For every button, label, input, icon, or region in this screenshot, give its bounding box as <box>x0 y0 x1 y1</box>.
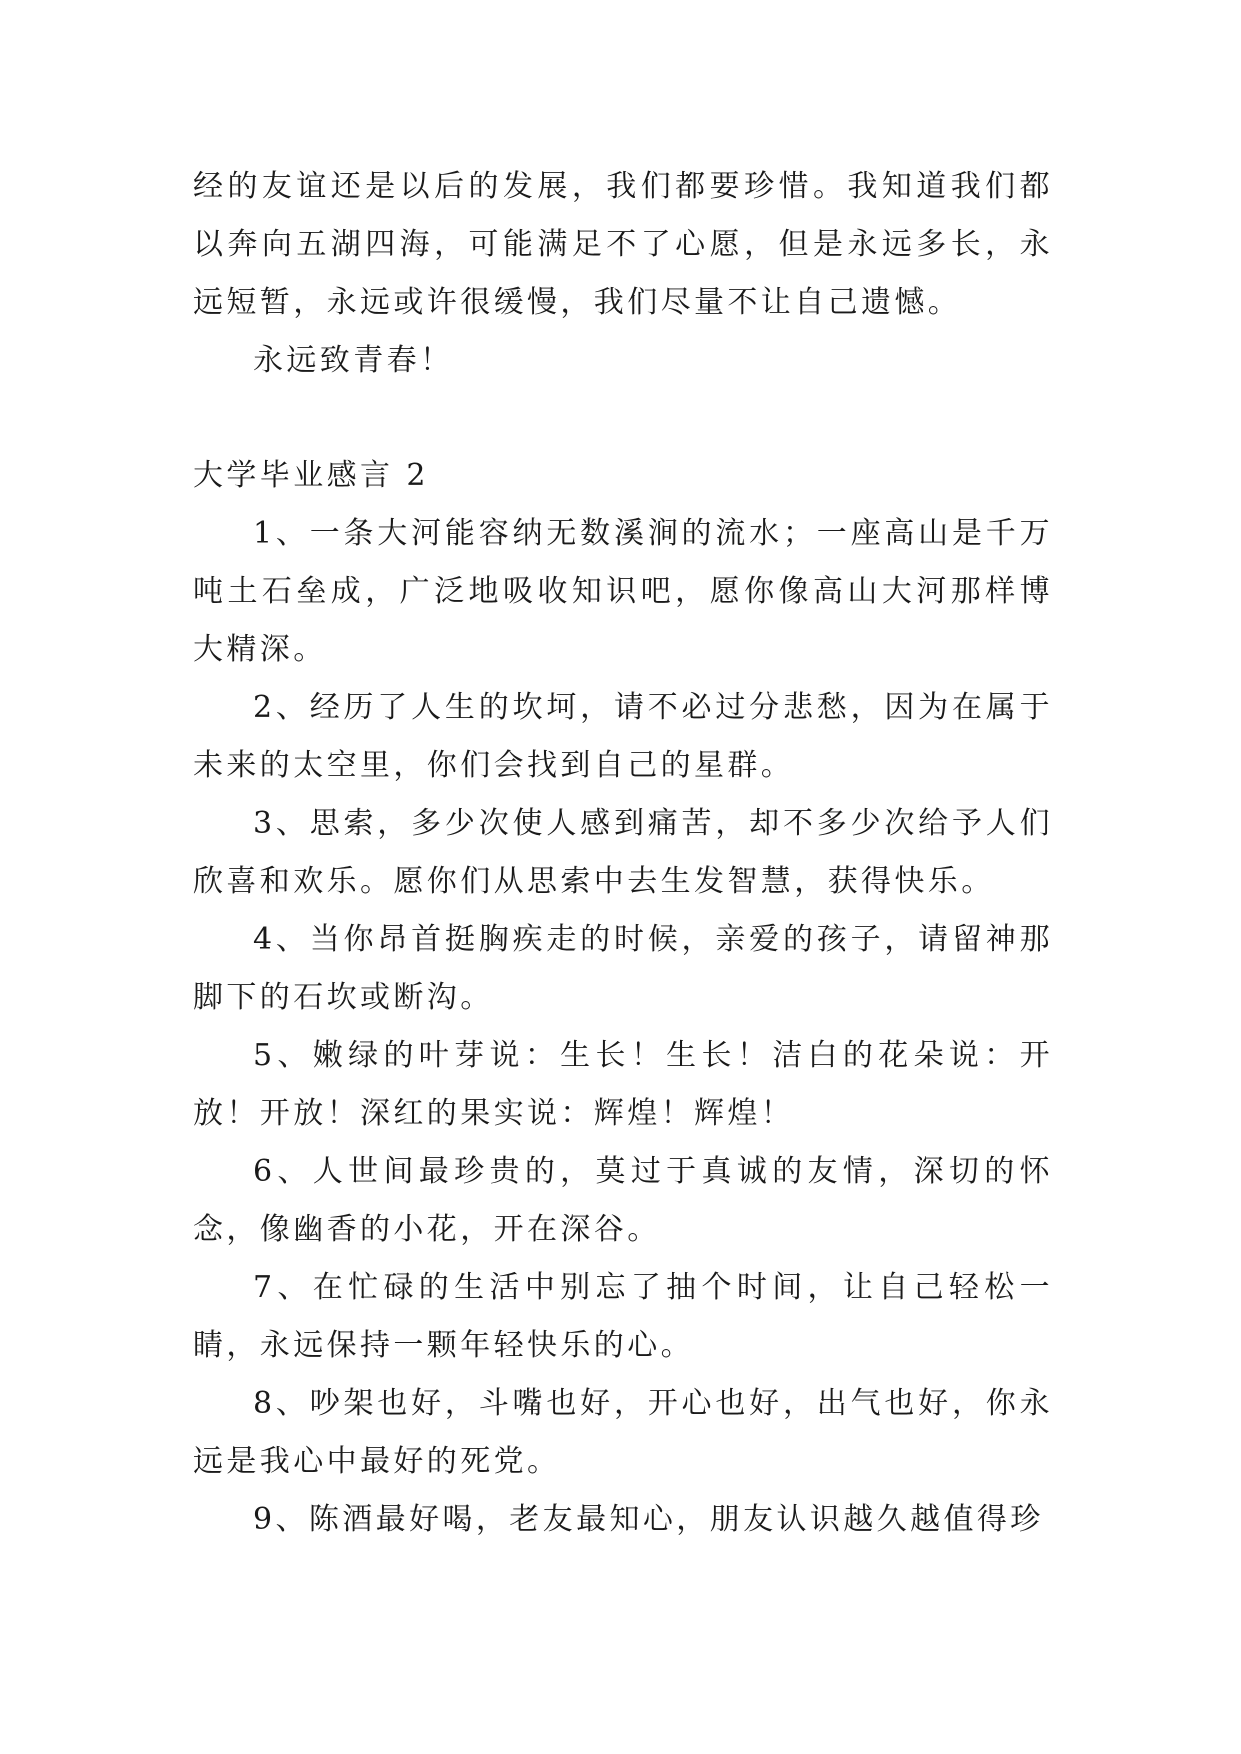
list-item: 3、思索，多少次使人感到痛苦，却不多少次给予人们欣喜和欢乐。愿你们从思索中去生发智慧，获得快乐。 <box>193 806 1053 899</box>
list-item: 8、吵架也好，斗嘴也好，开心也好，出气也好，你永远是我心中最好的死党。 <box>193 1386 1053 1479</box>
section-title: 大学毕业感言 2 <box>193 458 429 493</box>
list-item: 4、当你昂首挺胸疾走的时候，亲爱的孩子，请留神那脚下的石坎或断沟。 <box>193 922 1053 1015</box>
top-text-block <box>193 158 1053 390</box>
section-block <box>193 447 1053 1549</box>
list-item: 2、经历了人生的坎坷，请不必过分悲愁，因为在属于未来的太空里，你们会找到自己的星群。 <box>193 690 1053 783</box>
list-item: 1、一条大河能容纳无数溪涧的流水；一座高山是千万吨土石垒成，广泛地吸收知识吧，愿你像高山大河那样博大精深。 <box>193 516 1053 667</box>
list-item: 6、人世间最珍贵的，莫过于真诚的友情，深切的怀念，像幽香的小花，开在深谷。 <box>193 1154 1053 1247</box>
closing-line: 永远致青春！ <box>253 343 454 378</box>
list-item: 9、陈酒最好喝，老友最知心，朋友认识越久越值得珍 <box>253 1502 1044 1537</box>
list-item: 7、在忙碌的生活中别忘了抽个时间，让自己轻松一睛，永远保持一颗年轻快乐的心。 <box>193 1270 1053 1363</box>
continued-paragraph: 经的友谊还是以后的发展，我们都要珍惜。我知道我们都以奔向五湖四海，可能满足不了心愿，但是永远多长，永远短暂，永远或许很缓慢，我们尽量不让自己遗憾。 <box>193 169 1053 320</box>
list-item: 5、嫩绿的叶芽说：生长！生长！洁白的花朵说：开放！开放！深红的果实说：辉煌！辉煌！ <box>193 1038 1053 1131</box>
